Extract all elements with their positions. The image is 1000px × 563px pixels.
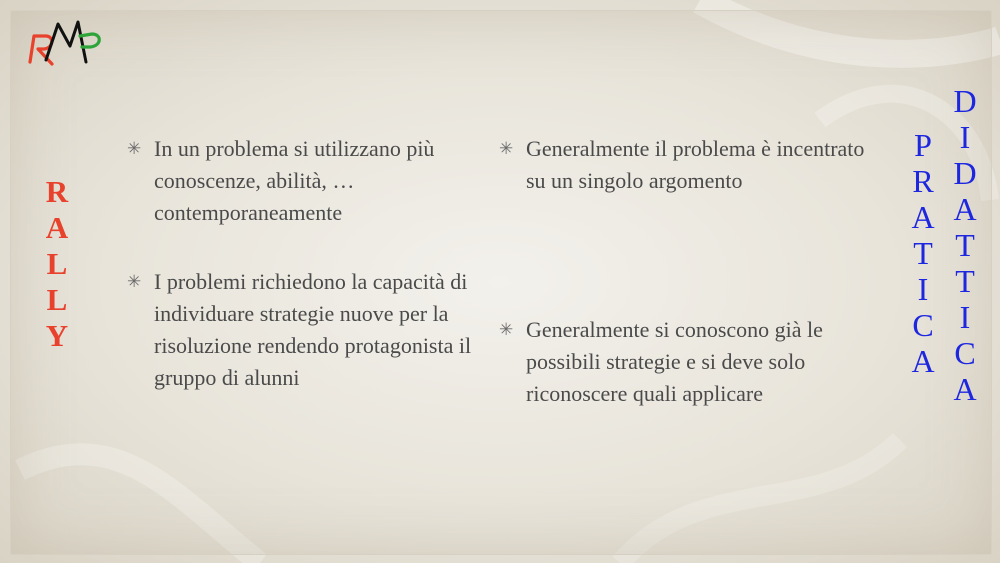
rally-letter: R — [45, 174, 69, 209]
rally-vertical-title — [40, 176, 74, 356]
bullet-text: In un problema si utilizzano più conoscenze, abilità, … contemporaneamente — [154, 136, 435, 225]
pratica-letter: C — [912, 307, 934, 343]
asterisk-icon: ✳ — [127, 139, 142, 158]
didattica-letter: I — [959, 119, 971, 155]
pratica-letter: P — [914, 127, 932, 163]
list-item — [499, 314, 889, 410]
left-bullet-2 — [127, 266, 472, 394]
rally-letter: Y — [45, 318, 69, 353]
rally-letter: A — [45, 210, 69, 245]
pratica-letter: I — [917, 271, 929, 307]
pratica-vertical-title — [906, 129, 940, 381]
pratica-letter: R — [912, 163, 934, 199]
left-bullet-1 — [127, 133, 472, 229]
rally-letter: L — [46, 282, 68, 317]
list-item — [127, 133, 472, 229]
didattica-letter: T — [955, 227, 975, 263]
bullet-text: I problemi richiedono la capacità di individuare strategie nuove per la risoluzione rendendo protagonista il gruppo di alunni — [154, 269, 472, 390]
pratica-letter: T — [913, 235, 933, 271]
right-bullet-2 — [499, 314, 889, 410]
didattica-letter: A — [953, 191, 977, 227]
rally-letter: L — [46, 246, 68, 281]
didattica-vertical-title — [948, 85, 982, 409]
bullet-text: Generalmente il problema è incentrato su un singolo argomento — [526, 136, 865, 193]
asterisk-icon: ✳ — [499, 320, 514, 339]
didattica-letter: I — [959, 299, 971, 335]
right-bullet-1 — [499, 133, 889, 197]
didattica-letter: C — [954, 335, 976, 371]
pratica-letter: A — [911, 343, 935, 379]
bullet-text: Generalmente si conoscono già le possibili strategie e si deve solo riconoscere quali applicare — [526, 317, 823, 406]
didattica-letter: D — [953, 83, 977, 119]
rmp-logo — [24, 16, 102, 72]
asterisk-icon: ✳ — [127, 272, 142, 291]
didattica-letter: T — [955, 263, 975, 299]
list-item — [499, 133, 889, 197]
didattica-letter: D — [953, 155, 977, 191]
pratica-letter: A — [911, 199, 935, 235]
list-item — [127, 266, 472, 394]
didattica-letter: A — [953, 371, 977, 407]
asterisk-icon: ✳ — [499, 139, 514, 158]
